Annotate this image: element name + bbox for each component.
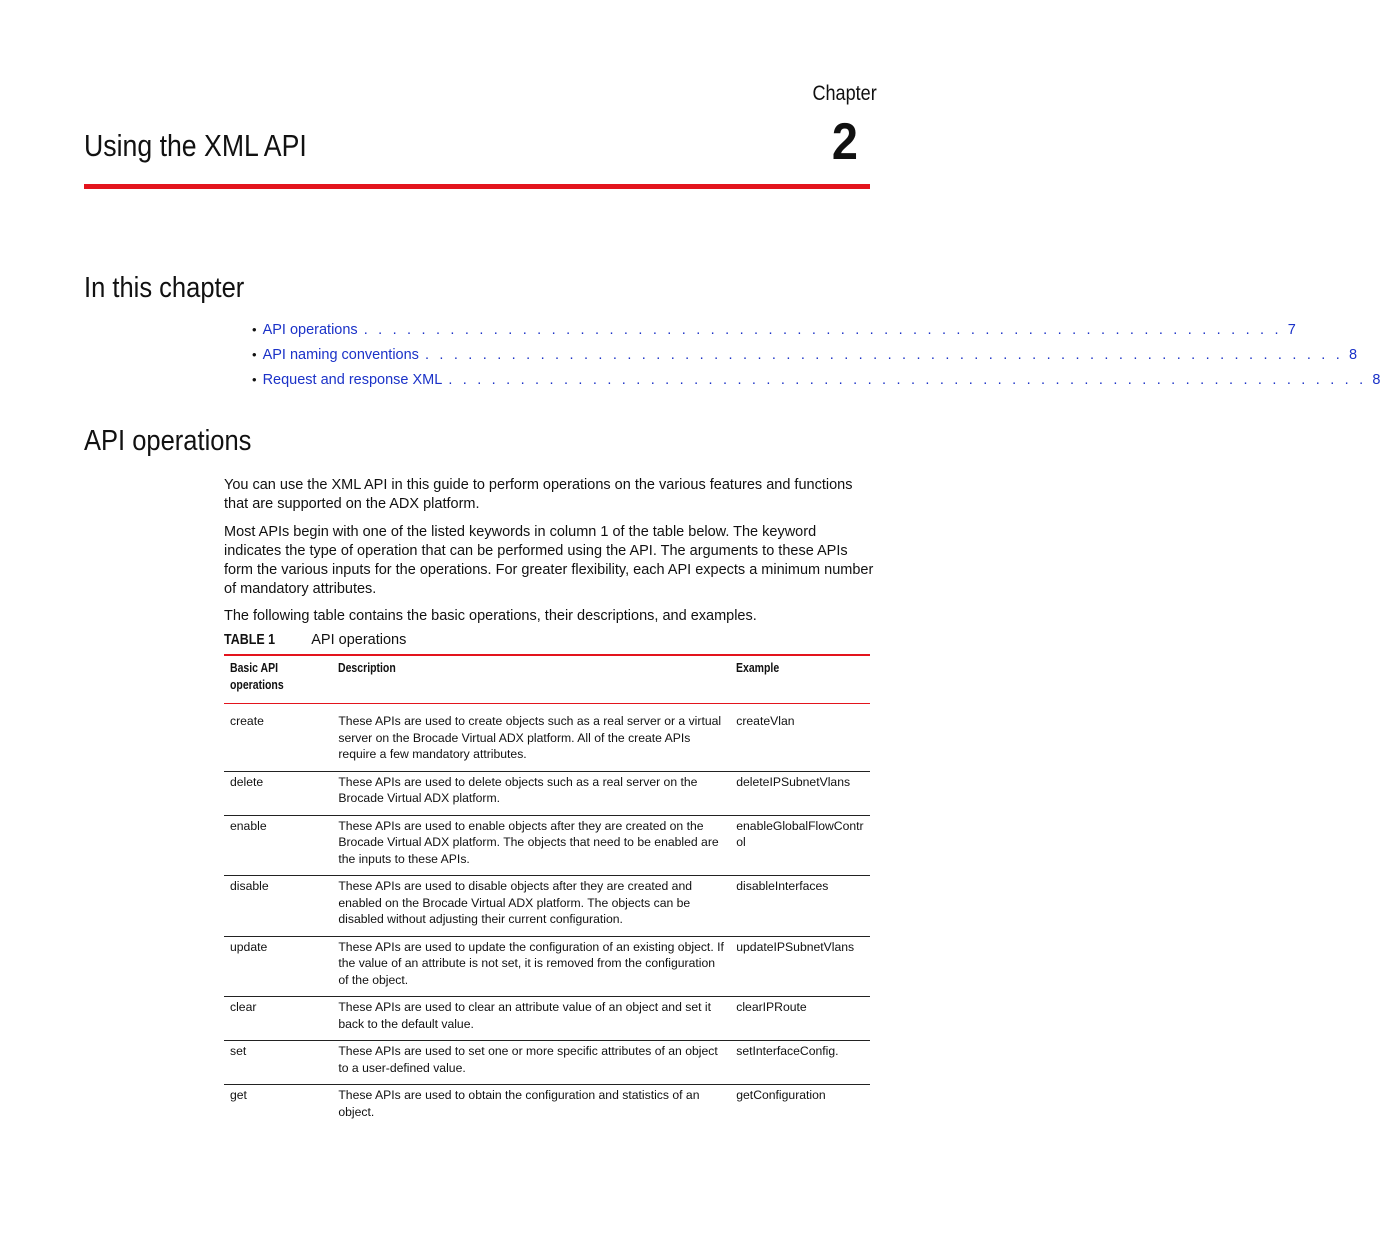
table-caption (224, 632, 406, 648)
toc-item[interactable] (252, 372, 1380, 397)
intro-paragraph: You can use the XML API in this guide to perform operations on the various features and functions that are supported on the ADX platform. (224, 477, 853, 512)
toc-link-label[interactable]: API operations (262, 322, 358, 338)
toc-bullet: • (252, 322, 257, 337)
toc-page-number[interactable]: 8 (1348, 347, 1358, 363)
cell-description: These APIs are used to clear an attribute value of an object and set it back to the default value. (332, 997, 730, 1041)
toc-item[interactable] (252, 347, 1358, 372)
cell-operation: enable (224, 815, 332, 876)
toc-link-label[interactable]: Request and response XML (262, 372, 443, 388)
table-row (224, 1041, 870, 1085)
toc-bullet: • (252, 372, 257, 387)
table-row (224, 704, 870, 772)
cell-description: These APIs are used to disable objects after they are created and enabled on the Brocade Virtual ADX platform. The objects can be disabled without adjusting their current configuration. (332, 876, 730, 937)
cell-example: deleteIPSubnetVlans (730, 771, 870, 815)
table-row (224, 815, 870, 876)
table-row (224, 997, 870, 1041)
cell-example: disableInterfaces (730, 876, 870, 937)
table-row (224, 876, 870, 937)
table-caption-title: API operations (311, 632, 407, 648)
api-operations-heading: API operations (84, 425, 252, 457)
toc-leader-dots: . . . . . . . . . . . . . . . . . . . . . . . . . . . . . . . . . . . . . . . . . . . . . . . . . . . . . . . . . . . . . . . . (448, 372, 1367, 388)
cell-description: These APIs are used to create objects such as a real server or a virtual server on the Brocade Virtual ADX platform. All of the create APIs require a few mandatory attributes. (332, 704, 730, 772)
cell-example: enableGlobalFlowControl (730, 815, 870, 876)
cell-operation: disable (224, 876, 332, 937)
toc-item[interactable] (252, 322, 1296, 347)
table-row (224, 936, 870, 997)
chapter-number: 2 (831, 113, 858, 171)
column-header-operation: Basic API operations (224, 655, 332, 704)
chapter-divider (84, 184, 870, 189)
toc-list (252, 322, 1380, 397)
keyword-paragraph: Most APIs begin with one of the listed keywords in column 1 of the table below. The keyword indicates the type of operation that can be performed using the API. The arguments to these APIs form the various inputs for the operations. For greater flexibility, each API expects a minimum number of mandatory attributes. (224, 524, 874, 597)
column-header-description: Description (332, 655, 730, 704)
chapter-title: Using the XML API (84, 128, 307, 163)
in-this-chapter-heading: In this chapter (84, 272, 245, 304)
toc-page-number[interactable]: 7 (1287, 322, 1296, 338)
cell-example: setInterfaceConfig. (730, 1041, 870, 1085)
cell-example: getConfiguration (736, 1088, 826, 1102)
cell-example: updateIPSubnetVlans (730, 936, 870, 997)
toc-page-number[interactable]: 8 (1372, 372, 1380, 388)
table-intro-paragraph: The following table contains the basic operations, their descriptions, and examples. (224, 608, 757, 624)
cell-operation: update (224, 936, 332, 997)
cell-operation: clear (224, 997, 332, 1041)
cell-operation: create (224, 704, 332, 772)
toc-link-label[interactable]: API naming conventions (262, 347, 419, 363)
table-row (224, 771, 870, 815)
cell-description: These APIs are used to enable objects after they are created on the Brocade Virtual ADX platform. The objects that need to be enabled are the inputs to these APIs. (332, 815, 730, 876)
cell-operation: get (230, 1088, 247, 1102)
column-header-example: Example (730, 655, 870, 704)
toc-leader-dots: . . . . . . . . . . . . . . . . . . . . . . . . . . . . . . . . . . . . . . . . . . . . . . . . . . . . . . . . . . . . . . . . (424, 347, 1343, 363)
cell-example: clearIPRoute (730, 997, 870, 1041)
toc-bullet: • (252, 347, 257, 362)
table-caption-label: TABLE 1 (224, 632, 276, 648)
cell-example: createVlan (730, 704, 870, 772)
chapter-label: Chapter (812, 82, 877, 105)
cell-description: These APIs are used to set one or more specific attributes of an object to a user-defined value. (332, 1041, 730, 1085)
cell-operation: set (224, 1041, 332, 1085)
cell-operation: delete (224, 771, 332, 815)
table-header-row (224, 655, 870, 704)
toc-leader-dots: . . . . . . . . . . . . . . . . . . . . . . . . . . . . . . . . . . . . . . . . . . . . . . . . . . . . . . . . . . . . . . . . (363, 322, 1282, 338)
api-operations-table (224, 654, 870, 1128)
cell-description: These APIs are used to delete objects such as a real server on the Brocade Virtual ADX platform. (332, 771, 730, 815)
table-row (224, 1085, 870, 1129)
cell-description: These APIs are used to update the configuration of an existing object. If the value of an attribute is not set, it is removed from the configuration of the object. (332, 936, 730, 997)
cell-description: These APIs are used to obtain the configuration and statistics of an object. (338, 1088, 700, 1119)
